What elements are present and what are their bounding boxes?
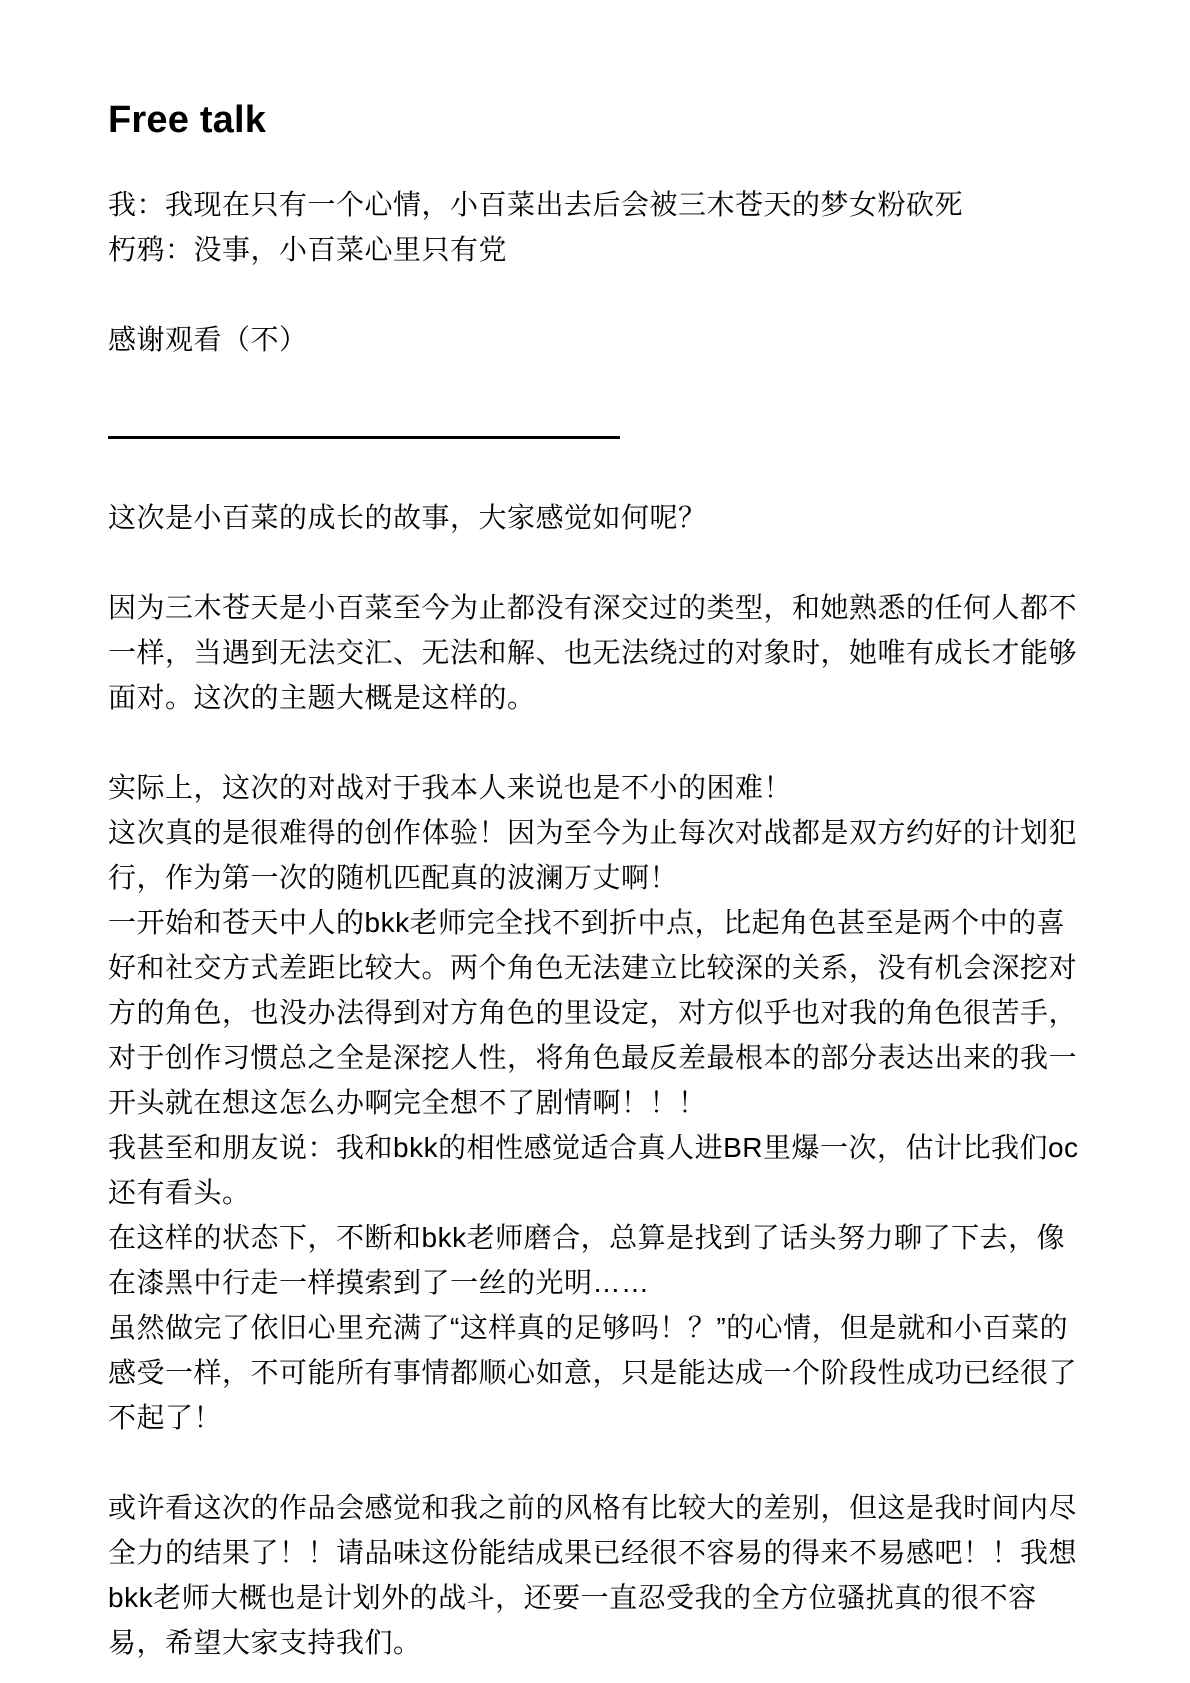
page-title: Free talk xyxy=(108,99,267,141)
battle-line-difficulty: 实际上，这次的对战对于我本人来说也是不小的困难！ xyxy=(108,771,793,803)
thanks-line: 感谢观看（不） xyxy=(108,323,308,355)
battle-line-experience: 这次真的是很难得的创作体验！因为至今为止每次对战都是双方约好的计划犯行，作为第一次的随机匹配真的波澜万丈啊！ xyxy=(108,816,1078,893)
theme-paragraph: 因为三木苍天是小百菜至今为止都没有深交过的类型，和她熟悉的任何人都不一样，当遇到无法交汇、无法和解、也无法绕过的对象时，她唯有成长才能够面对。这次的主题大概是这样的。 xyxy=(108,591,1078,713)
battle-line-progress: 在这样的状态下，不断和bkk老师磨合，总算是找到了话头努力聊了下去，像在漆黑中行走一样摸索到了一丝的光明…… xyxy=(108,1221,1066,1298)
battle-block xyxy=(108,765,1090,1440)
section-divider xyxy=(108,436,620,439)
dialogue-block xyxy=(108,182,1090,272)
battle-line-mismatch: 一开始和苍天中人的bkk老师完全找不到折中点，比起角色甚至是两个中的喜好和社交方式差距比较大。两个角色无法建立比较深的关系，没有机会深挖对方的角色，也没办法得到对方角色的里设定，对方似乎也对我的角色很苦手，对于创作习惯总之全是深挖人性，将角色最反差最根本的部分表达出来的我一开头就在想这怎么办啊完全想不了剧情啊！！！ xyxy=(108,906,1078,1118)
thanks-block xyxy=(108,317,1090,362)
battle-line-joke: 我甚至和朋友说：我和bkk的相性感觉适合真人进BR里爆一次，估计比我们oc还有看头。 xyxy=(108,1131,1079,1208)
question-block xyxy=(108,495,1090,540)
closing-paragraph: 或许看这次的作品会感觉和我之前的风格有比较大的差别，但这是我时间内尽全力的结果了！！请品味这份能结成果已经很不容易的得来不易感吧！！我想bkk老师大概也是计划外的战斗，还要一直忍受我的全方位骚扰真的很不容易，希望大家支持我们。 xyxy=(108,1491,1078,1658)
dialogue-line-me: 我：我现在只有一个心情，小百菜出去后会被三木苍天的梦女粉砍死 xyxy=(108,188,964,220)
theme-block xyxy=(108,585,1090,720)
closing-block xyxy=(108,1485,1090,1665)
question-line: 这次是小百菜的成长的故事，大家感觉如何呢？ xyxy=(108,501,707,533)
battle-line-reflection: 虽然做完了依旧心里充满了“这样真的足够吗！？”的心情，但是就和小百菜的感受一样，不可能所有事情都顺心如意，只是能达成一个阶段性成功已经很了不起了！ xyxy=(108,1311,1078,1433)
dialogue-line-xiuya: 朽鸦：没事，小百菜心里只有党 xyxy=(108,233,508,265)
